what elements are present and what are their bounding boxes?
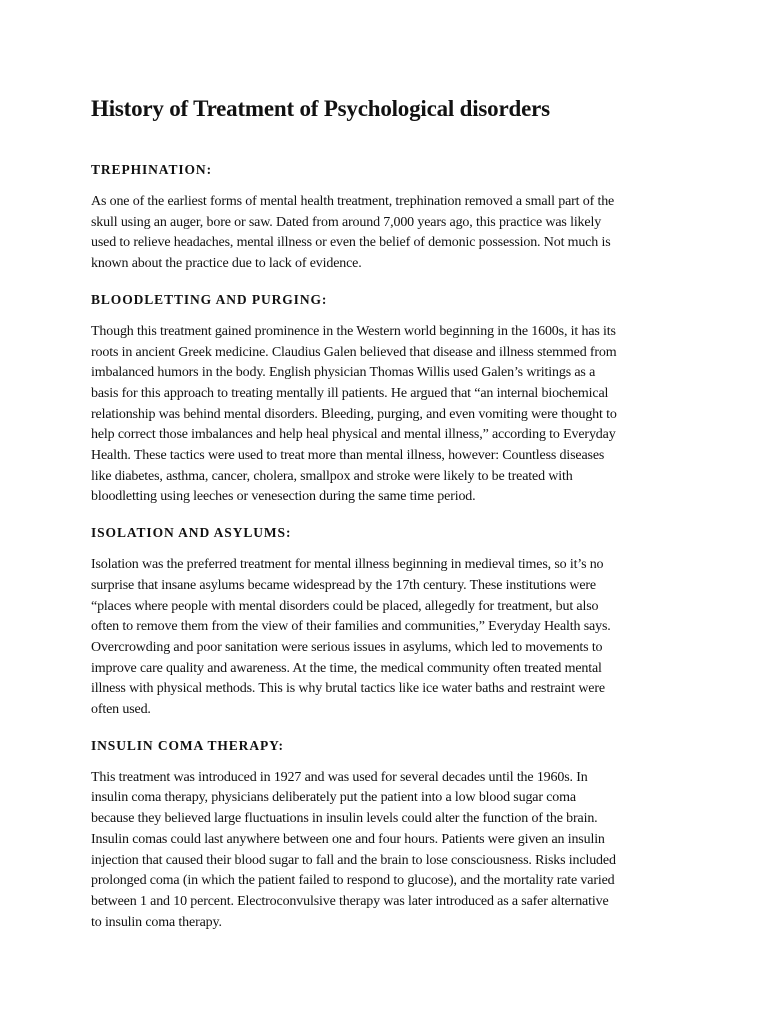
body-line: prolonged coma (in which the patient failed to respond to glucose), and the mortality rate varied [91,873,615,889]
body-line: often used. [91,702,151,718]
document-page [91,94,681,949]
body-line: imbalanced humors in the body. English physician Thomas Willis used Galen’s writings as a [91,365,596,381]
body-line: “places where people with mental disorders could be placed, allegedly for treatment, but also [91,598,599,614]
body-line: injection that caused their blood sugar to fall and the brain to lose consciousness. Risks included [91,852,616,868]
body-line: insulin coma therapy, physicians deliberately put the patient into a low blood sugar coma [91,790,576,806]
body-line: Isolation was the preferred treatment for mental illness beginning in medieval times, so it’s no [91,557,604,573]
body-line: like diabetes, asthma, cancer, cholera, smallpox and stroke were likely to be treated with [91,468,573,484]
body-line: because they believed large fluctuations in insulin levels could alter the function of the brain. [91,811,598,827]
body-line: illness with physical methods. This is why brutal tactics like ice water baths and restraint were [91,681,605,697]
body-line: between 1 and 10 percent. Electroconvulsive therapy was later introduced as a safer alternative [91,893,609,909]
section-body [91,768,681,934]
section-body [91,322,681,508]
document-title: History of Treatment of Psychological disorders [91,96,550,121]
section-heading: ISOLATION AND ASYLUMS: [91,525,292,541]
section-heading: TREPHINATION: [91,162,212,177]
body-line: bloodletting using leeches or venesection during the same time period. [91,489,476,505]
body-line: to insulin coma therapy. [91,914,222,930]
section-body [91,192,681,275]
body-line: relationship was behind mental disorders. Bleeding, purging, and even vomiting were thought to [91,406,617,422]
body-line: often to remove them from the view of their families and communities,” Everyday Health says. [91,619,611,635]
body-line: skull using an auger, bore or saw. Dated from around 7,000 years ago, this practice was likely [91,214,602,230]
section-isolation [91,524,681,721]
section-trephination [91,161,681,275]
body-line: Insulin comas could last anywhere between one and four hours. Patients were given an insulin [91,831,605,847]
section-heading: INSULIN COMA THERAPY: [91,737,284,753]
body-line: Overcrowding and poor sanitation were serious issues in asylums, which led to movements to [91,639,603,655]
body-line: This treatment was introduced in 1927 and was used for several decades until the 1960s. In [91,769,588,785]
section-body [91,555,681,721]
body-line: Health. These tactics were used to treat more than mental illness, however: Countless diseases [91,448,605,464]
section-insulin [91,737,681,934]
body-line: basis for this approach to treating mentally ill patients. He argued that “an internal biochemical [91,385,609,401]
body-line: surprise that insane asylums became widespread by the 17th century. These institutions were [91,577,596,593]
body-line: As one of the earliest forms of mental health treatment, trephination removed a small part of the [91,194,615,209]
section-bloodletting [91,291,681,508]
body-line: used to relieve headaches, mental illness or even the belief of demonic possession. Not much is [91,235,611,251]
body-line: improve care quality and awareness. At the time, the medical community often treated mental [91,660,602,676]
body-line: known about the practice due to lack of evidence. [91,256,362,272]
section-heading: BLOODLETTING AND PURGING: [91,291,328,307]
body-line: roots in ancient Greek medicine. Claudius Galen believed that disease and illness stemmed from [91,344,617,360]
body-line: Though this treatment gained prominence in the Western world beginning in the 1600s, it has its [91,323,616,339]
body-line: help correct those imbalances and help heal physical and mental illness,” according to Everyday [91,427,616,443]
